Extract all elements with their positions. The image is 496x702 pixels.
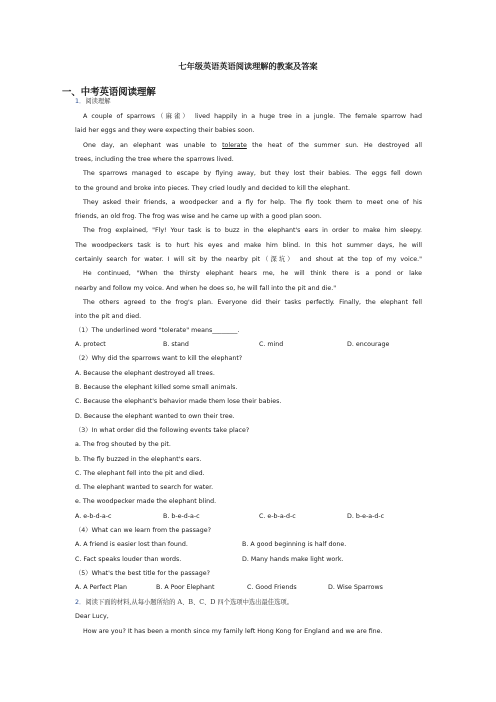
- passage-line: nearby and follow my voice. And when he does so, he will fall into the pit and die.": [75, 285, 337, 292]
- option-b: B. A Poor Elephant: [156, 584, 215, 591]
- option-d: D. Wise Sparrows: [328, 584, 383, 591]
- passage-line: He continued, "When the thirsty elephant hears me, he will think there is a pond or lake: [83, 270, 422, 277]
- subquestion-3: （3）In what order did the following events take place?: [75, 427, 250, 434]
- option-a: A. A friend is easier lost than found.: [75, 541, 188, 548]
- question-1-number: 1．: [75, 98, 86, 105]
- passage-line: The sparrows managed to escape by flying away, but they lost their babies. The eggs fell down: [83, 170, 422, 177]
- event-item: C. The elephant fell into the pit and died.: [75, 470, 205, 477]
- option-a: A. e-b-d-a-c: [75, 513, 112, 520]
- subquestion-2: （2）Why did the sparrows want to kill the elephant?: [75, 355, 243, 362]
- passage-line: The frog explained, "Fly! Your task is to buzz in the elephant's ears in order to make him sleepy.: [83, 227, 422, 234]
- passage-line: into the pit and died.: [75, 313, 142, 320]
- passage-line: friends, an old frog. The frog was wise and he came up with a good plan soon.: [75, 213, 322, 220]
- question-2-header: [75, 598, 422, 608]
- passage-line: to the ground and broke into pieces. They cried loudly and decided to kill the elephant.: [75, 185, 351, 192]
- question-1-header: [75, 97, 422, 107]
- section-heading: 一、中考英语阅读理解: [62, 87, 156, 98]
- event-item: a. The frog shouted by the pit.: [75, 441, 171, 448]
- passage-line: certainly search for water. I will sit by the nearby pit（深坑） and shout at the top of my voice.": [75, 256, 422, 263]
- passage-line: They asked their friends, a woodpecker and a fly for help. The fly took them to meet one of his: [83, 199, 422, 206]
- option-d: D. encourage: [347, 341, 390, 348]
- subquestion-4: （4）What can we learn from the passage?: [75, 527, 211, 534]
- subquestion-1: （1）The underlined word "tolerate" means________.: [75, 327, 240, 334]
- passage-line: trees, including the tree where the sparrows lived.: [75, 156, 234, 163]
- question-2-number: 2．: [75, 599, 86, 606]
- question-2-instruction: 阅读下面的材料,从每小题所给的 A、B、C、D 四个选项中选出最佳选项。: [85, 599, 293, 606]
- passage-line-with-underline: One day, an elephant was unable to tolerate the heat of the summer sun. He destroyed all: [83, 142, 422, 149]
- option-c: C. mind: [259, 341, 284, 348]
- option-a: A. protect: [75, 341, 106, 348]
- option-c: C. Because the elephant's behavior made them lose their babies.: [75, 398, 282, 405]
- event-item: b. The fly buzzed in the elephant's ears.: [75, 456, 202, 463]
- option-b: B. stand: [163, 341, 189, 348]
- event-item: d. The elephant wanted to search for water.: [75, 484, 214, 491]
- underlined-word-tolerate: tolerate: [222, 142, 247, 149]
- option-c: C. Good Friends: [247, 584, 297, 591]
- option-c: C. Fact speaks louder than words.: [75, 556, 182, 563]
- option-b: B. A good beginning is half done.: [242, 541, 347, 548]
- option-b: B. Because the elephant killed some small animals.: [75, 384, 238, 391]
- question-1-label: 阅读理解: [85, 98, 111, 105]
- option-b: B. b-e-d-a-c: [163, 513, 200, 520]
- event-item: e. The woodpecker made the elephant blind.: [75, 498, 217, 505]
- option-d: D. Because the elephant wanted to own their tree.: [75, 413, 235, 420]
- letter-line: How are you? It has been a month since my family left Hong Kong for England and we are fine.: [83, 628, 383, 635]
- passage-line: laid her eggs and they were expecting their babies soon.: [75, 127, 255, 134]
- subquestion-5: （5）What's the best title for the passage?: [75, 570, 210, 577]
- passage-line: A couple of sparrows（麻雀） lived happily in a huge tree in a jungle. The female sparrow had: [83, 113, 422, 120]
- letter-greeting: Dear Lucy,: [75, 613, 109, 620]
- option-d: D. Many hands make light work.: [242, 556, 344, 563]
- option-c: C. e-b-a-d-c: [259, 513, 296, 520]
- document-title: 七年级英语英语阅读理解的教案及答案: [178, 61, 318, 71]
- option-d: D. b-e-a-d-c: [347, 513, 385, 520]
- option-a: A. A Perfect Plan: [75, 584, 127, 591]
- passage-line: The woodpeckers task is to hurt his eyes and make him blind. In this hot summer days, he will: [75, 242, 422, 249]
- option-a: A. Because the elephant destroyed all trees.: [75, 370, 215, 377]
- passage-line: The others agreed to the frog's plan. Everyone did their tasks perfectly. Finally, the elephant fell: [83, 299, 422, 306]
